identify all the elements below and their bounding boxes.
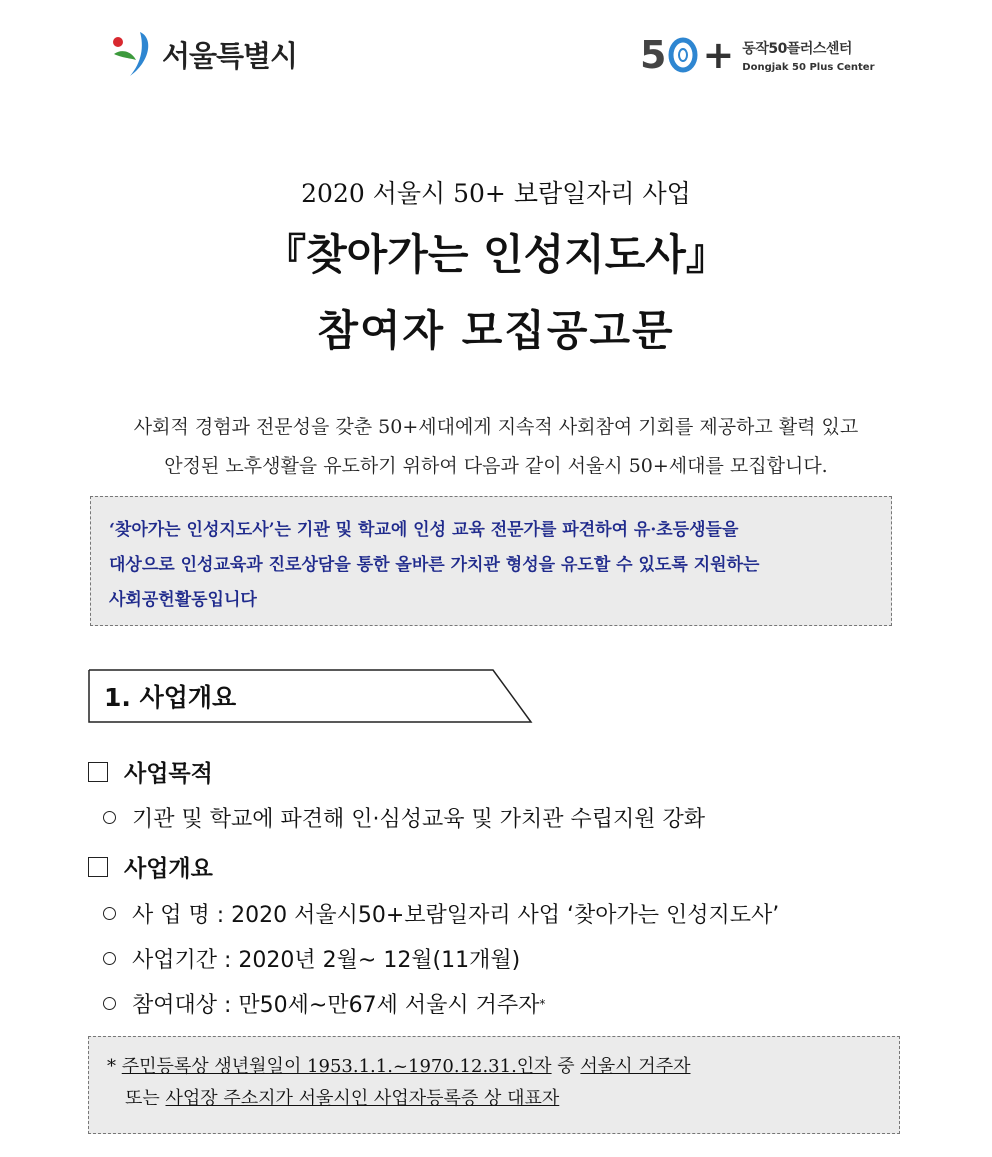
eligibility: 참여대상 : 만50세~만67세 서울시 거주자 [132,993,540,1018]
list-item [103,943,520,974]
note-resident: 서울시 거주자 [580,1056,691,1077]
purpose-text: 기관 및 학교에 파견해 인·심성교육 및 가치관 수립지원 강화 [132,807,705,832]
note-line2-prefix: 또는 [125,1088,166,1109]
section-heading [88,668,533,724]
project-period: 사업기간 : 2020년 2월~ 12월(11개월) [132,948,521,973]
intro-line: 안정된 노후생활을 유도하기 위하여 다음과 같이 서울시 50+세대를 모집합니다. [164,455,828,477]
note-prefix: * [107,1056,122,1077]
list-item [103,988,545,1019]
circle-bullet-icon [103,811,116,824]
list-item [103,898,779,929]
square-bullet-icon [88,762,108,782]
description-line: 사회공헌활동입니다 [109,590,257,610]
note-business-owner: 사업장 주소지가 서울시인 사업자등록증 상 대표자 [165,1088,560,1109]
purpose-label: 사업목적 [124,761,213,787]
circle-bullet-icon [103,952,116,965]
center-logo [640,30,875,80]
overview-heading [88,850,213,883]
note-line [107,1083,881,1115]
seoul-name: 서울특별시 [162,38,298,73]
note-line [107,1051,881,1083]
seoul-symbol-icon [110,28,158,80]
square-bullet-icon [88,857,108,877]
program-description-box [90,496,892,626]
section-heading-label: 1. 사업개요 [104,683,237,712]
main-title: 『찾아가는 인성지도사』 [264,230,728,279]
center-name-eng: Dongjak 50 Plus Center [742,61,875,73]
note-birthdate: 주민등록상 생년월일이 1953.1.1.~1970.12.31.인자 [121,1056,552,1077]
circle-bullet-icon [103,907,116,920]
center-ring-icon [665,37,701,73]
project-name: 사 업 명 : 2020 서울시50+보람일자리 사업 ‘찾아가는 인성지도사’ [132,903,780,928]
note-mid: 중 [551,1056,581,1077]
secondary-title: 참여자 모집공고문 [317,306,675,355]
intro-paragraph [90,408,902,486]
center-name-kor: 동작50플러스센터 [742,40,852,57]
circle-bullet-icon [103,997,116,1010]
center-logo-digit: 5 [640,33,665,77]
footnote-mark: * [539,996,546,1011]
overview-label: 사업개요 [124,856,213,882]
seoul-logo [110,28,297,80]
center-logo-plus: + [702,33,735,77]
purpose-heading [88,755,213,788]
intro-line: 사회적 경험과 전문성을 갖춘 50+세대에게 지속적 사회참여 기회를 제공하고 활력 있고 [133,416,859,438]
eligibility-note-box [88,1036,900,1134]
list-item [103,802,705,833]
description-line: 대상으로 인성교육과 진로상담을 통한 올바른 가치관 형성을 유도할 수 있도록 지원하는 [109,555,760,575]
subtitle: 2020 서울시 50+ 보람일자리 사업 [301,179,691,208]
description-line: ‘찾아가는 인성지도사’는 기관 및 학교에 인성 교육 전문가를 파견하여 유·초등생들을 [109,520,739,540]
